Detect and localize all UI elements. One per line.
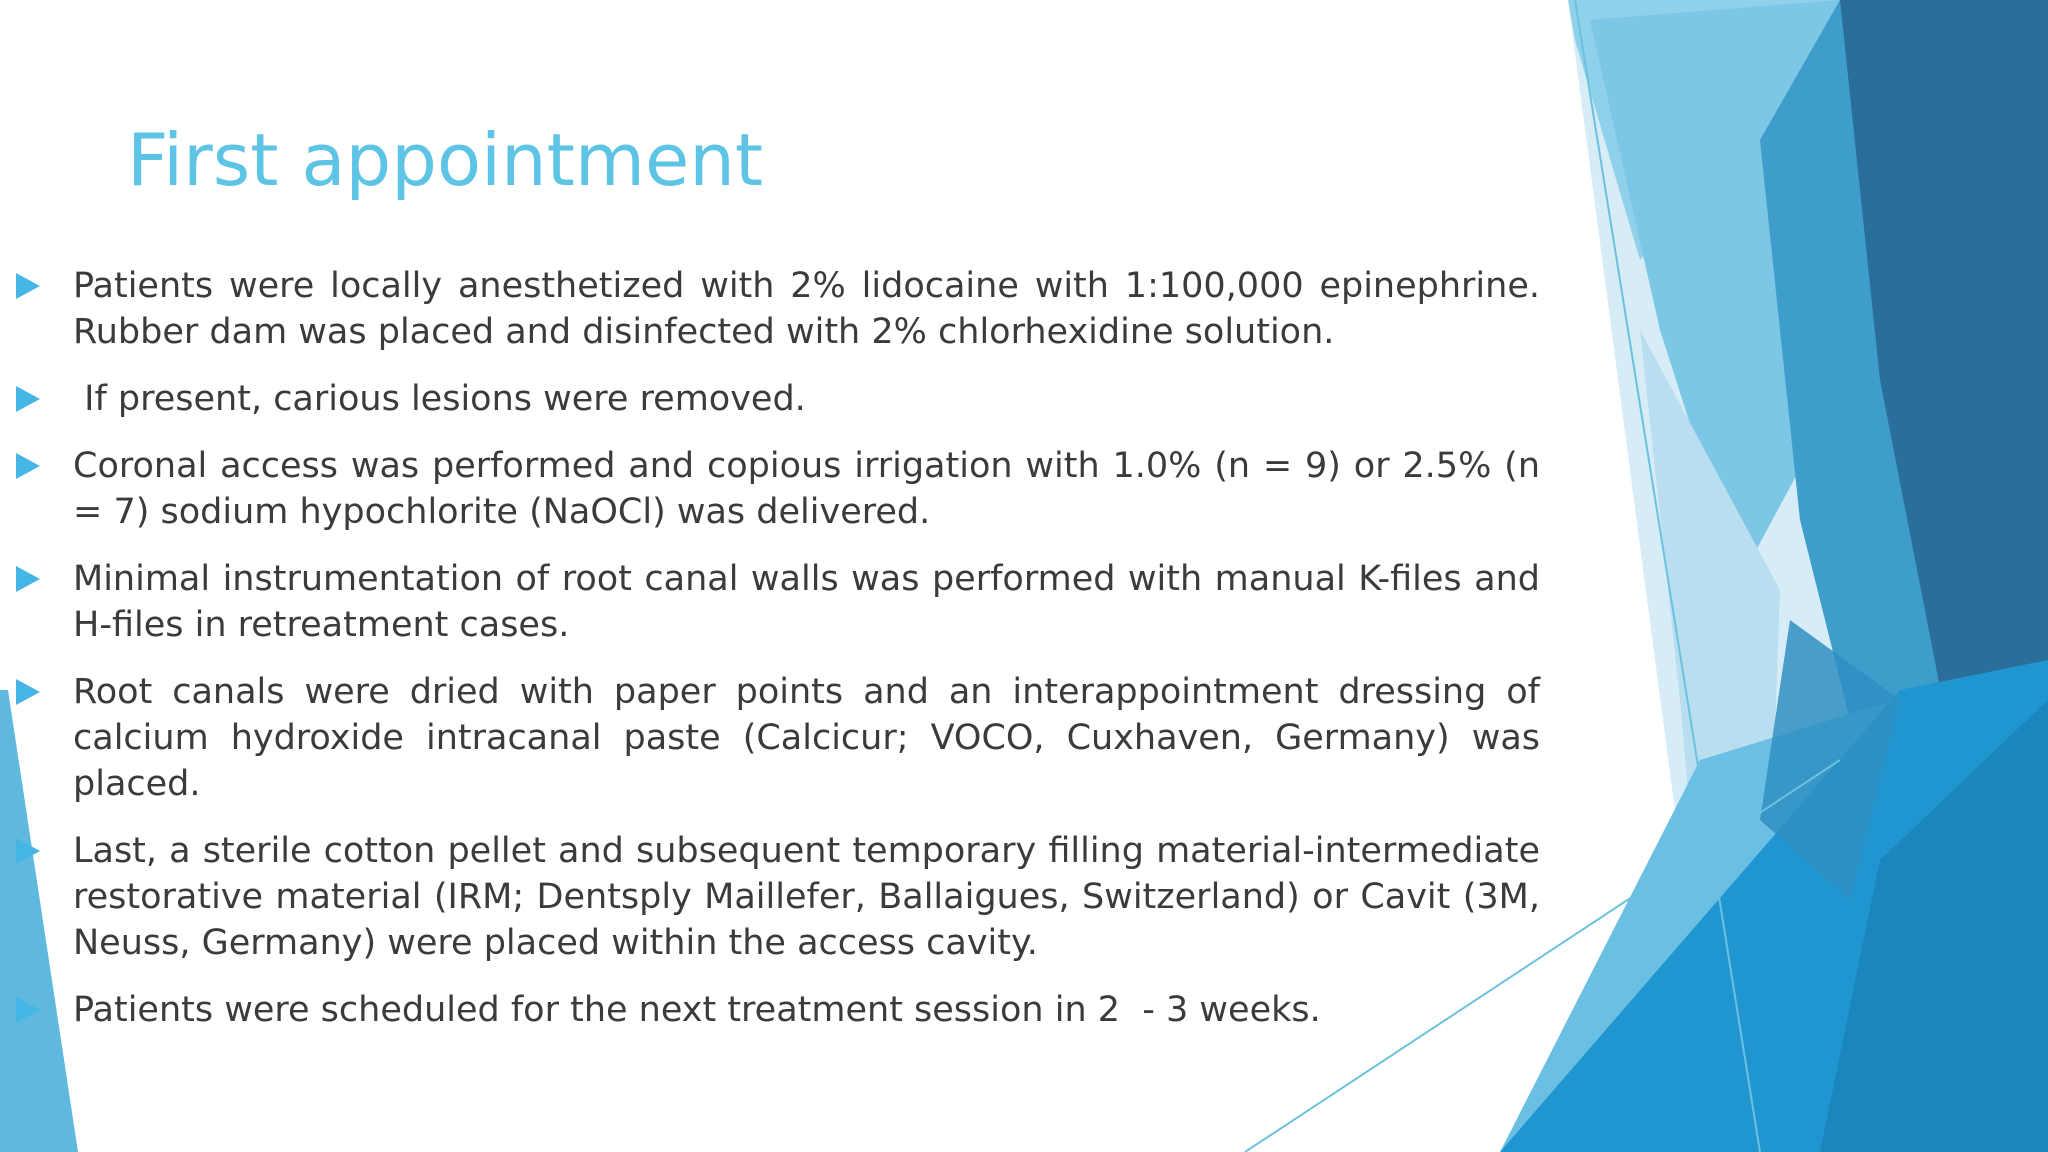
list-item [73,987,1540,1033]
bullet-list [73,263,1540,1054]
list-item [73,376,1540,422]
triangle-bullet-icon [16,453,40,479]
list-item [73,556,1540,648]
bullet-text: Patients were locally anesthetized with 2% lidocaine with 1:100,000 epinephrine. Rubber dam was placed and disinfected with 2% chlorhexidine solution. [73,266,1540,352]
list-item [73,828,1540,966]
bullet-text: Patients were scheduled for the next treatment session in 2 - 3 weeks. [73,990,1321,1030]
bullet-text: If present, carious lesions were removed. [73,379,806,419]
facet-left-edge [0,690,78,1152]
slide-title: First appointment [127,118,764,202]
bullet-text: Coronal access was performed and copious irrigation with 1.0% (n = 9) or 2.5% (n = 7) sodium hypochlorite (NaOCl) was delivered. [73,446,1540,532]
triangle-bullet-icon [16,679,40,705]
list-item [73,263,1540,355]
list-item [73,669,1540,807]
triangle-bullet-icon [16,273,40,299]
list-item [73,443,1540,535]
triangle-bullet-icon [16,386,40,412]
triangle-bullet-icon [16,838,40,864]
bullet-text: Minimal instrumentation of root canal walls was performed with manual K-files and H-files in retreatment cases. [73,559,1540,645]
bullet-text: Last, a sterile cotton pellet and subsequent temporary filling material-intermediate restorative material (IRM; Dentsply Maillefer, Ballaigues, Switzerland) or Cavit (3M, Neuss, Germany) were placed within the access cavity. [73,831,1540,963]
bullet-text: Root canals were dried with paper points and an interappointment dressing of calcium hydroxide intracanal paste (Calcicur; VOCO, Cuxhaven, Germany) was placed. [73,672,1540,804]
triangle-bullet-icon [16,566,40,592]
triangle-bullet-icon [16,997,40,1023]
